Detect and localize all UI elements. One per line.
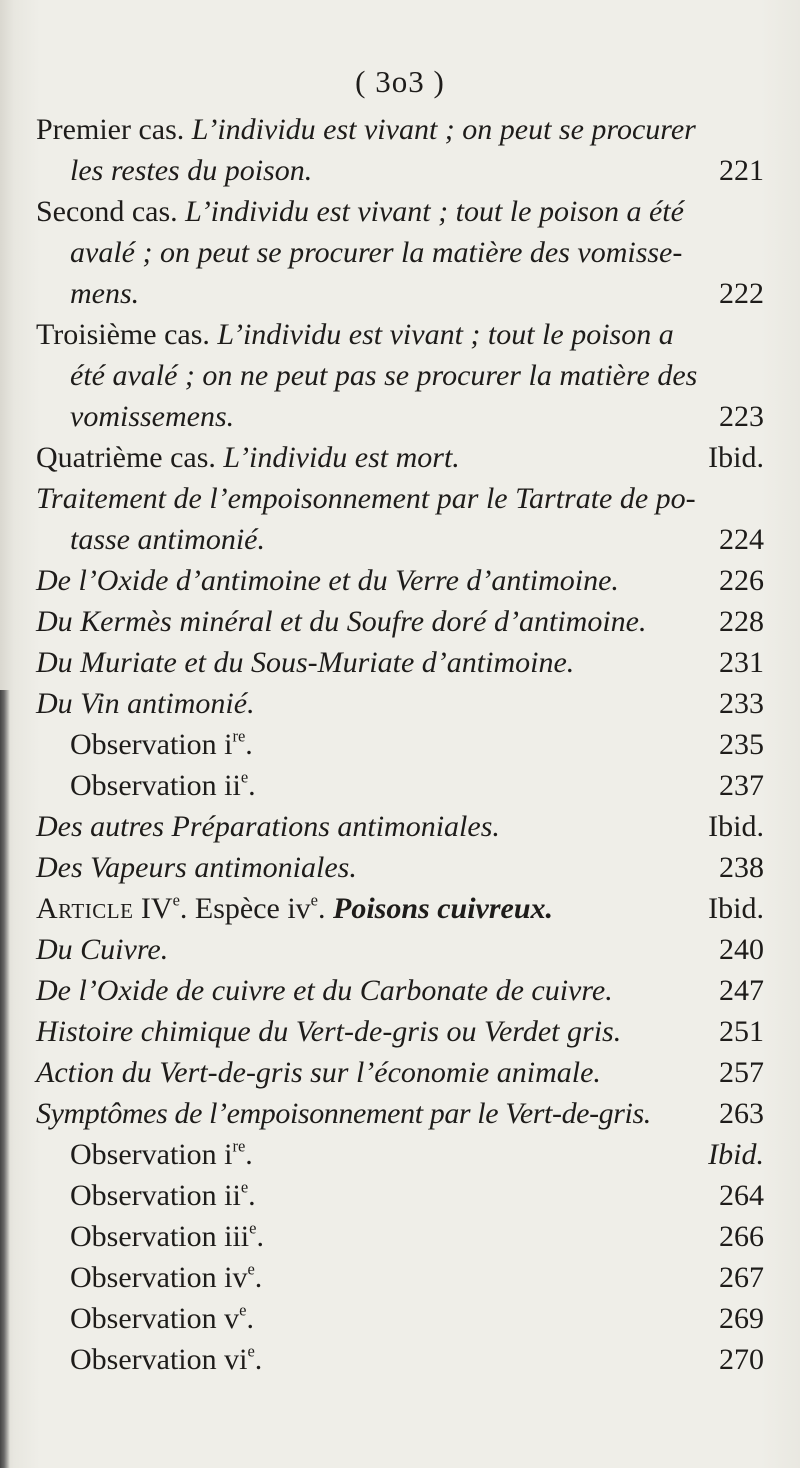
toc-entry: Observation $ii^e$. 264 [70, 1177, 764, 1212]
page-ref: 247 [719, 974, 764, 1007]
page-ref: 264 [719, 1179, 764, 1212]
page-ref: 231 [719, 646, 764, 679]
page-ref: Ibid. [708, 810, 764, 843]
toc-entry: Observation $i^{re}$. Ibid. [70, 1136, 764, 1171]
page-ref: 238 [719, 851, 764, 884]
toc-entry: Observation $vi^e$. 270 [70, 1341, 764, 1376]
page-ref: 235 [719, 728, 764, 761]
toc-entry: Observation $ii^e$. 237 [70, 767, 764, 802]
page-ref: 222 [719, 277, 764, 310]
toc-entry: Du Muriate et du Sous-Muriate d’antimoine. 231 [36, 646, 764, 679]
toc-entry: Du Cuivre. 240 [36, 933, 764, 966]
toc-entry: Symptômes de l’empoisonnement par le Vert-de-gris. 263 [36, 1097, 764, 1130]
page-ref: 233 [719, 687, 764, 720]
page-ref: 267 [719, 1261, 764, 1294]
page-ref: 228 [719, 605, 764, 638]
page-ref: 221 [719, 154, 764, 187]
page-ref: 226 [719, 564, 764, 597]
toc-entry: Des autres Préparations antimoniales. Ibid. [36, 810, 764, 843]
page-ref: 270 [719, 1343, 764, 1376]
page-ref: 266 [719, 1220, 764, 1253]
toc-entry: Observation $iv^e$. 267 [70, 1259, 764, 1294]
toc-entry: Observation $i^{re}$. 235 [70, 726, 764, 761]
toc-entry: Premier cas. L’individu est vivant ; on peut se procurer les restes du poison. 221 [36, 113, 764, 187]
page-ref: 251 [719, 1015, 764, 1048]
toc-entry: De l’Oxide de cuivre et du Carbonate de cuivre. 247 [36, 974, 764, 1007]
toc-entry: Second cas. L’individu est vivant ; tout le poison a été avalé ; on peut se procurer la matière des vomisse- mens. 222 [36, 195, 764, 310]
toc-entry: Troisième cas. L’individu est vivant ; tout le poison a été avalé ; on ne peut pas se procurer la matière des vomissemens. 223 [36, 318, 764, 433]
toc-entry: Observation iii$^e$. 266 [70, 1218, 764, 1253]
toc-entry: De l’Oxide d’antimoine et du Verre d’antimoine. 226 [36, 564, 764, 597]
page-number: ( 3o3 ) [355, 64, 445, 99]
toc-entry: Du Vin antimonié. 233 [36, 687, 764, 720]
toc-entry: Des Vapeurs antimoniales. 238 [36, 851, 764, 884]
page-ref: 223 [719, 400, 764, 433]
toc-article-heading: Article IVe. Espèce $iv^e$. Poisons cuivreux. Ibid. [36, 890, 764, 925]
table-of-contents [36, 112, 764, 1383]
page-ref: Ibid. [708, 441, 764, 474]
toc-entry: Du Kermès minéral et du Soufre doré d’antimoine. 228 [36, 605, 764, 638]
page-ref: 240 [719, 933, 764, 966]
page-ref: 224 [719, 523, 764, 556]
binding-shadow [0, 690, 10, 1468]
page-ref: 269 [719, 1302, 764, 1335]
toc-entry: Quatrième cas. L’individu est mort. Ibid. [36, 441, 764, 474]
toc-entry: Action du Vert-de-gris sur l’économie animale. 257 [36, 1056, 764, 1089]
page-ref: Ibid. [708, 1138, 764, 1171]
page-ref: 257 [719, 1056, 764, 1089]
page-ref: 263 [719, 1097, 764, 1130]
page-ref: Ibid. [708, 892, 764, 925]
page-ref: 237 [719, 769, 764, 802]
toc-entry: Traitement de l’empoisonnement par le Tartrate de po- tasse antimonié. 224 [36, 482, 764, 556]
toc-entry: Histoire chimique du Vert-de-gris ou Verdet gris. 251 [36, 1015, 764, 1048]
toc-entry: Observation $v^e$. 269 [70, 1300, 764, 1335]
